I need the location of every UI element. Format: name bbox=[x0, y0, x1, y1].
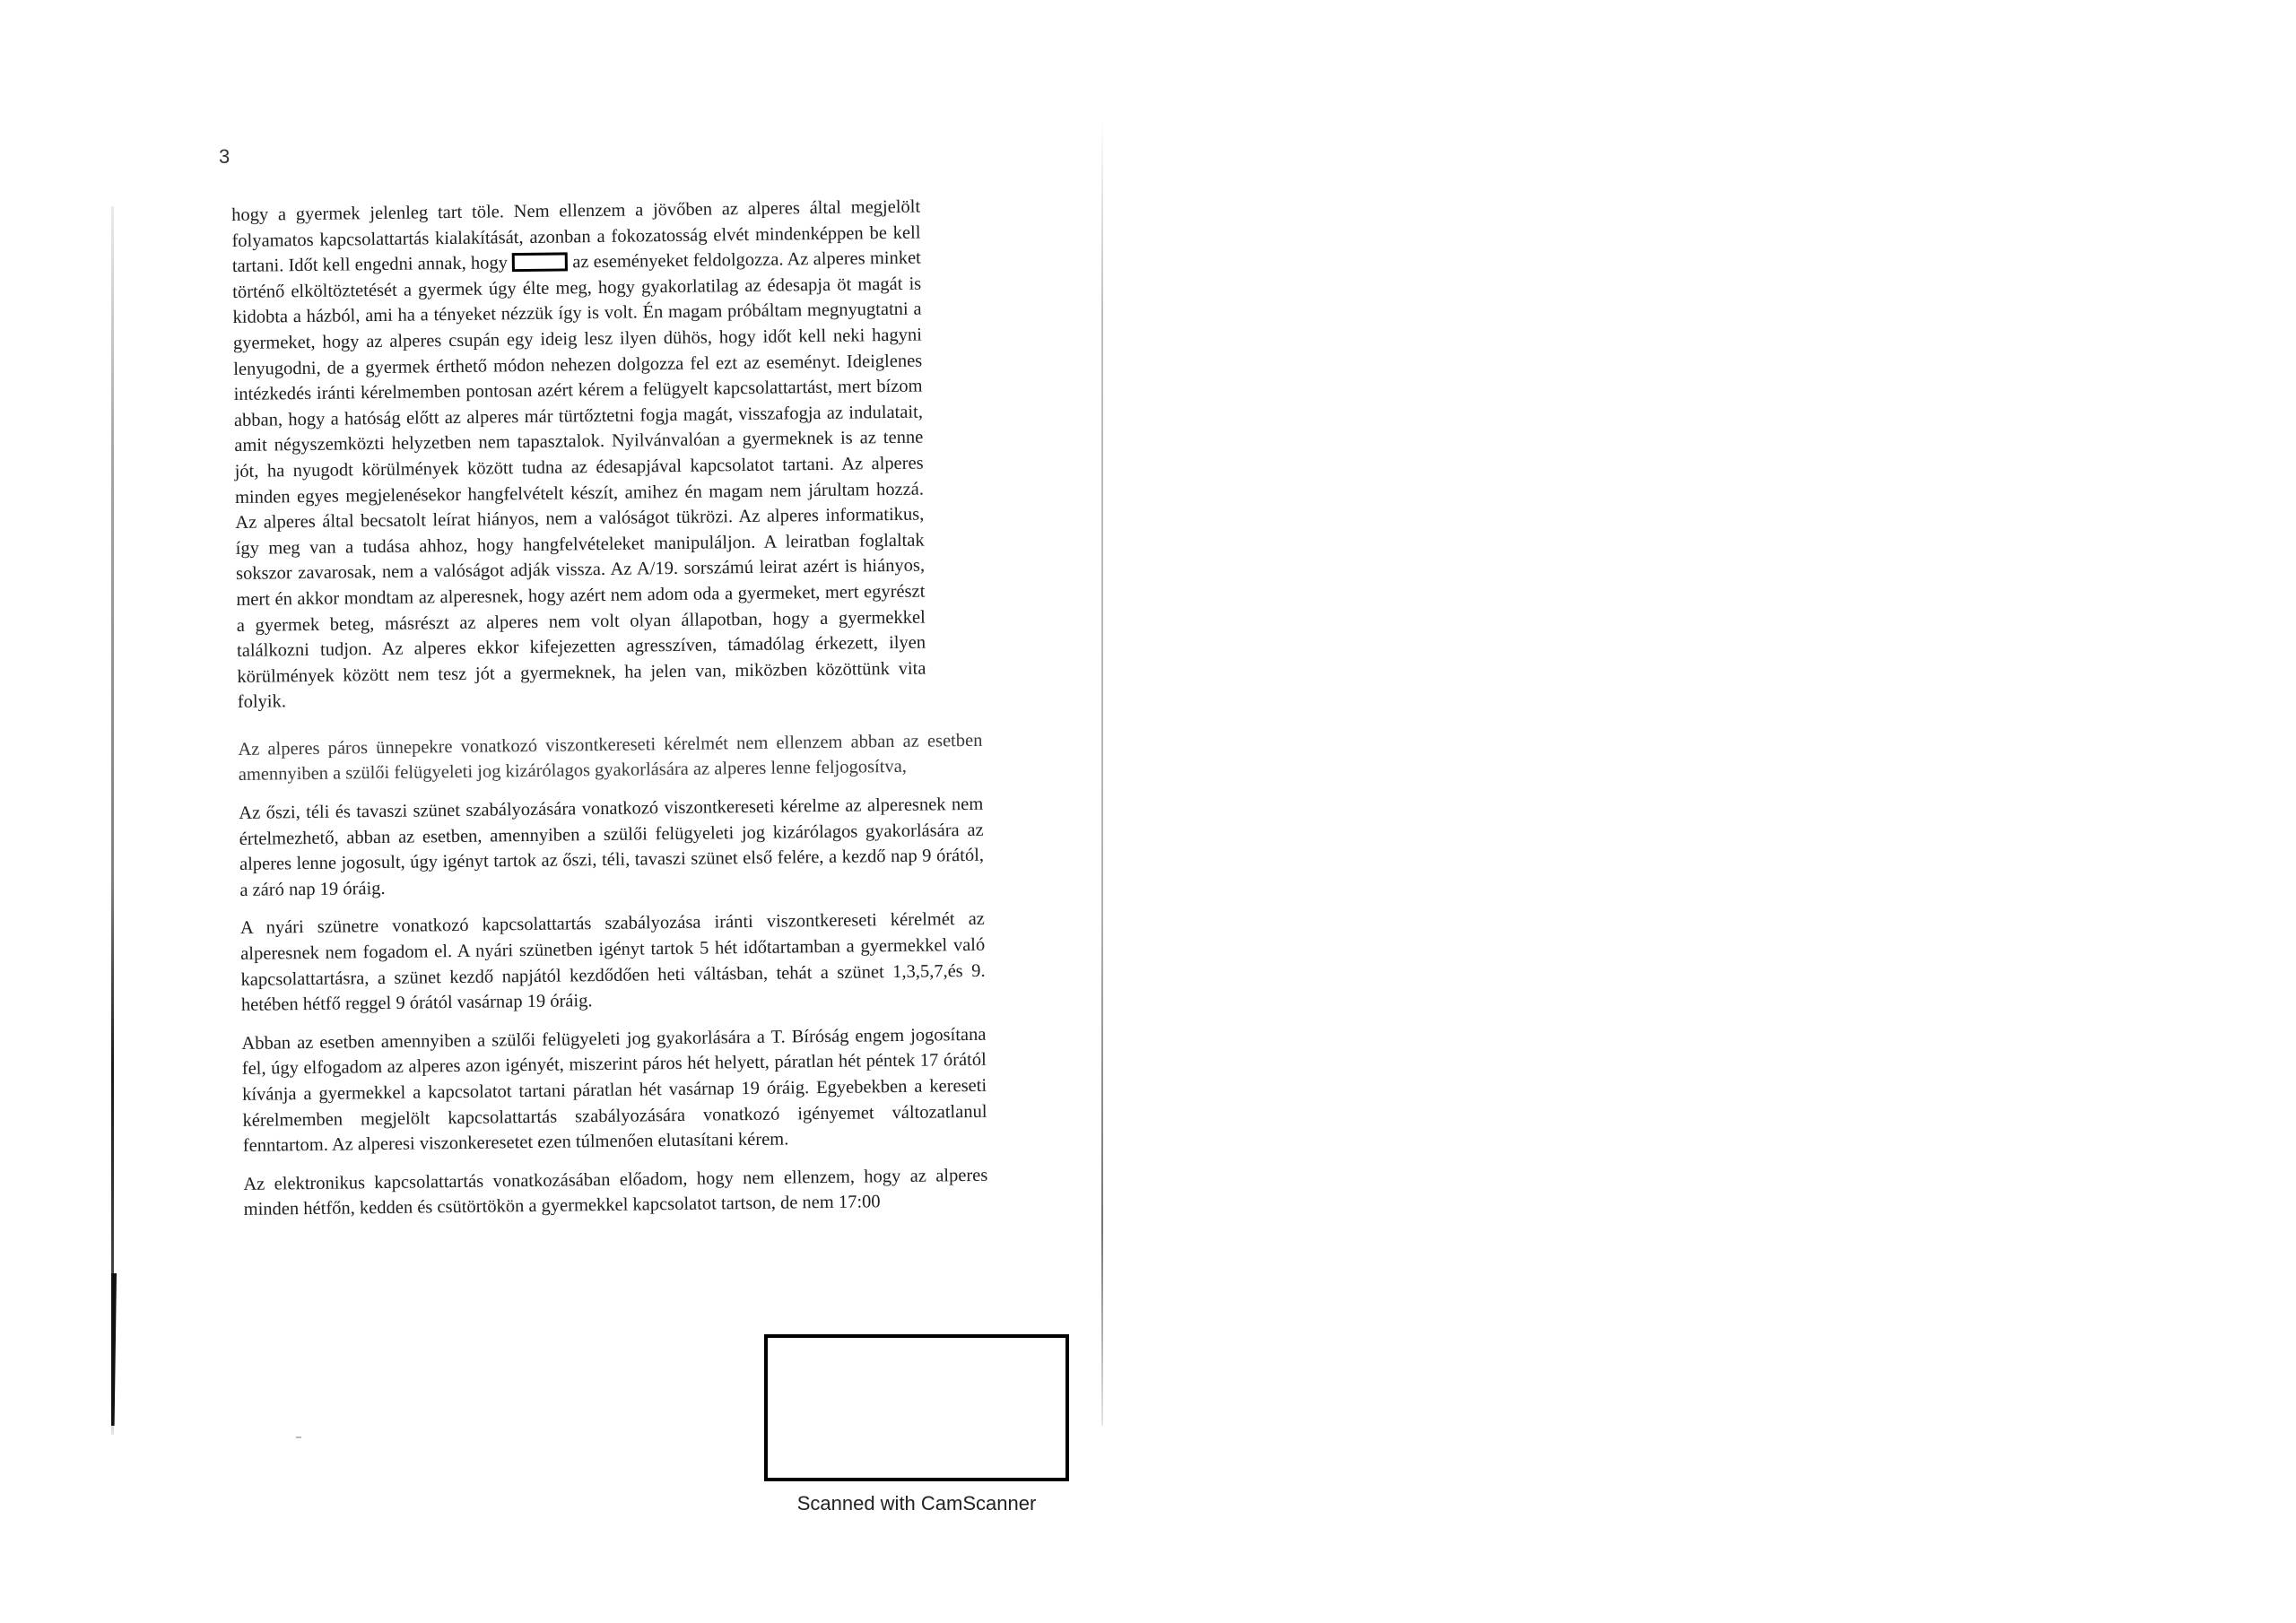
document-body bbox=[231, 194, 988, 1236]
paragraph-1-part-a: hogy a gyermek jelenleg tart töle. Nem ellenzem a jövőben az alperes által megjelölt folyamatos kapcsolattartás kialakítását, azonban a fokozatosság elvét mindenképpen be kell tartani. Időt kell engedni annak, hogy bbox=[231, 196, 921, 277]
paragraph-1-part-b: az eseményeket feldolgozza. Az alperes minket történő elköltöztetését a gyermek úgy élte meg, hogy gyakorlatilag az édesapja öt magát is kidobta a házból, ami ha a tényeket nézzük így is volt. Én magam próbáltam megnyugtatni a gyermeket, hogy az alperes csupán egy ideig lesz ilyen dühös, hogy időt kell neki hagyni lenyugodni, de a gyermek érthető módon nehezen dolgozza fel ezt az eseményt. Ideiglenes intézkedés iránti kérelmemben pontosan azért kérem a felügyelt kapcsolattartást, mert bízom abban, hogy a hatóság előtt az alperes már türtőztetni fogja magát, visszafogja az indulatait, amit négyszemközti helyzetben nem tapasztalok. Nyilvánvalóan a gyermeknek is az tenne jót, ha nyugodt körülmények között tudna az édesapjával kapcsolatot tartani. Az alperes minden egyes megjelenésekor hangfelvételt készít, amihez én magam nem járultam hozzá. Az alperes által becsatolt leírat hiányos, nem a valóságot tükrözi. Az alperes informatikus, így meg van a tudása ahhoz, hogy hangfelvételeket manipuláljon. A leiratban foglaltak sokszor zavarosak, nem a valóságot adják vissza. Az A/19. sorszámú leirat azért is hiányos, mert én akkor mondtam az alperesnek, hogy azért nem adom oda a gyermeket, mert egyrészt a gyermek beteg, másrészt az alperes nem volt olyan állapotban, hogy a gyermekkel találkozni tudjon. Az alperes ekkor kifejezetten agresszíven, támadólag érkezett, ilyen körülmények között nem tesz jót a gyermeknek, ha jelen van, miközben közöttünk vita folyik. bbox=[232, 247, 926, 713]
scan-edge-left bbox=[111, 206, 114, 1435]
paragraph-4: A nyári szünetre vonatkozó kapcsolattartás szabályozása iránti viszontkereseti kérelmét az alperesnek nem fogadom el. A nyári szünetben igényt tartok 5 hét időtartamban a gyermekkel való kapcsolattartásra, a szünet kezdő napjától kezdődően heti váltásban, tehát a szünet 1,3,5,7,és 9. hetében hétfő reggel 9 órától vasárnap 19 óráig. bbox=[239, 909, 986, 1016]
page-number: 3 bbox=[219, 145, 230, 168]
redaction-box bbox=[512, 253, 568, 273]
paragraph-1 bbox=[231, 195, 926, 716]
camscanner-caption: Scanned with CamScanner bbox=[796, 1492, 1037, 1515]
scan-edge-left-shadow bbox=[111, 1273, 117, 1426]
scan-edge-right bbox=[1101, 117, 1103, 1426]
speck bbox=[296, 1436, 301, 1438]
camscanner-stamp-box bbox=[764, 1334, 1069, 1481]
paragraph-5: Abban az esetben amennyiben a szülői felügyeleti jog gyakorlására a T. Bíróság engem jogosítana fel, úgy elfogadom az alperes azon igényét, miszerint páros hét helyett, páratlan hét péntek 17 órától kívánja a gyermekkel a kapcsolatot tartani páratlan hét vasárnap 19 óráig. Egyebekben a kereseti kérelmemben megjelölt kapcsolattartás szabályozására vonatkozó igényemet változatlanul fenntartom. Az alperesi viszonkeresetet ezen túlmenően elutasítani kérem. bbox=[241, 1024, 987, 1157]
paragraph-3: Az őszi, téli és tavaszi szünet szabályozására vonatkozó viszontkereseti kérelme az alperesnek nem értelmezhető, abban az esetben, amennyiben a szülői felügyeleti jog kizárólagos gyakorlására az alperes lenne jogosult, úgy igényt tartok az őszi, téli, tavaszi szünet első felére, a kezdő nap 9 órától, a záró nap 19 óráig. bbox=[239, 794, 985, 900]
paragraph-2: Az alperes páros ünnepekre vonatkozó viszontkereseti kérelmét nem ellenzem abban az esetben amennyiben a szülői felügyeleti jog kizárólagos gyakorlására az alperes lenne feljogosítva, bbox=[238, 730, 983, 785]
paragraph-6: Az elektronikus kapcsolattartás vonatkozásában előadom, hogy nem ellenzem, hogy az alperes minden hétfőn, kedden és csütörtökön a gyermekkel kapcsolatot tartson, de nem 17:00 bbox=[243, 1165, 988, 1220]
